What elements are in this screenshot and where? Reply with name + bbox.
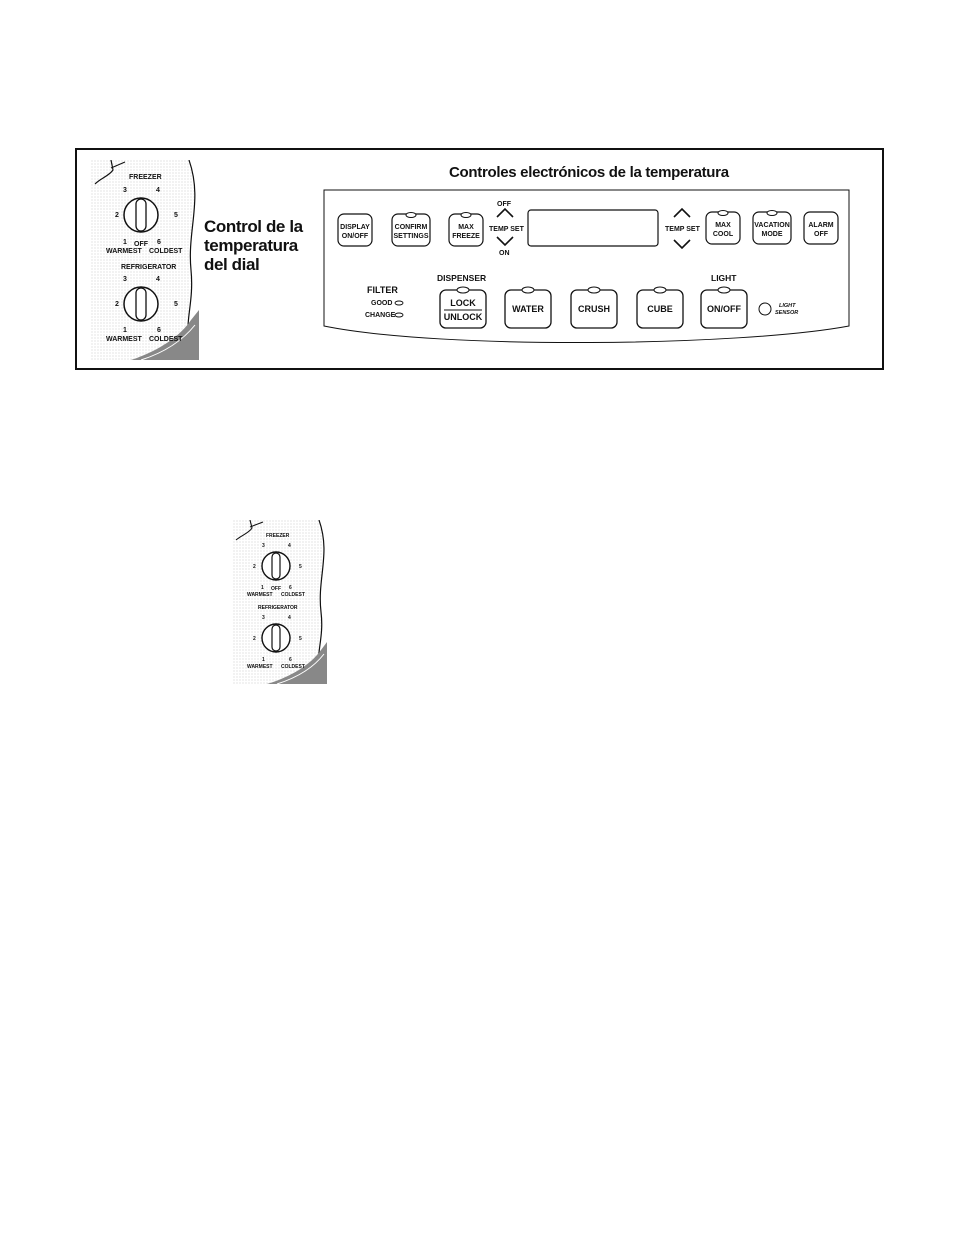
freezer-warmest-label: WARMEST	[106, 248, 142, 255]
small-refrigerator-warmest-label: WARMEST	[247, 664, 273, 670]
control-figure	[75, 148, 884, 370]
small-refrigerator-coldest-label: COLDEST	[281, 664, 305, 670]
vacation-line-1: VACATION	[754, 222, 790, 229]
water-indicator-light	[522, 287, 534, 293]
small-freezer-label: FREEZER	[266, 533, 290, 539]
light-sensor-label-line-2: SENSOR	[775, 310, 799, 316]
small-freezer-off-label: OFF	[271, 586, 281, 592]
small-freezer-number-4: 4	[288, 543, 291, 549]
refrigerator-number-3: 3	[123, 276, 127, 283]
refrigerator-warmest-label: WARMEST	[106, 336, 142, 343]
small-refrigerator-number-4: 4	[288, 615, 291, 621]
max-cool-button[interactable]	[706, 211, 740, 245]
refrigerator-number-5: 5	[174, 301, 178, 308]
dial-panel-illustration	[91, 160, 199, 360]
small-freezer-number-5: 5	[299, 564, 302, 570]
refrigerator-number-2: 2	[115, 301, 119, 308]
small-freezer-number-6: 6	[289, 585, 292, 591]
light-label: LIGHT	[711, 273, 737, 283]
small-freezer-dial-grip	[272, 553, 280, 579]
dial-control-title	[204, 217, 303, 274]
filter-change-label: CHANGE	[365, 312, 396, 319]
temp-set-right-label: TEMP SET	[665, 226, 700, 233]
display-onoff-button[interactable]	[338, 214, 372, 246]
alarm-line-2: OFF	[814, 231, 828, 238]
small-freezer-number-2: 2	[253, 564, 256, 570]
freezer-number-6: 6	[157, 239, 161, 246]
off-label: OFF	[497, 201, 511, 208]
dial-title-line-1: Control de la	[204, 217, 303, 236]
light-sensor-icon	[759, 303, 771, 315]
freezer-number-4: 4	[156, 187, 160, 194]
filter-label: FILTER	[367, 285, 398, 295]
display-button-line-1: DISPLAY	[340, 224, 370, 231]
dial-panel-small-svg	[233, 520, 327, 684]
temperature-display-window	[528, 210, 658, 246]
refrigerator-label: REFRIGERATOR	[121, 264, 177, 271]
dial-title-line-2: temperatura	[204, 236, 298, 255]
small-freezer-warmest-label: WARMEST	[247, 592, 273, 598]
max-cool-line-1: MAX	[715, 222, 731, 229]
electronic-control-panel	[322, 188, 852, 363]
vacation-indicator-light	[767, 211, 777, 216]
vacation-line-2: MODE	[761, 231, 783, 238]
small-refrigerator-number-6: 6	[289, 657, 292, 663]
lock-unlock-button[interactable]	[440, 287, 486, 328]
refrigerator-number-1: 1	[123, 327, 127, 334]
water-button[interactable]	[505, 287, 551, 328]
refrigerator-coldest-label: COLDEST	[149, 336, 183, 343]
filter-good-label: GOOD	[371, 300, 393, 307]
freezer-off-label: OFF	[134, 241, 148, 248]
small-freezer-number-1: 1	[261, 585, 264, 591]
max-cool-indicator-light	[718, 211, 728, 216]
freezer-label: FREEZER	[129, 174, 162, 181]
crush-button[interactable]	[571, 287, 617, 328]
max-freeze-button[interactable]	[449, 213, 483, 247]
confirm-settings-button[interactable]	[392, 213, 430, 247]
crush-indicator-light	[588, 287, 600, 293]
alarm-off-button[interactable]	[804, 212, 838, 244]
cube-indicator-light	[654, 287, 666, 293]
crush-text: CRUSH	[577, 304, 611, 314]
dial-panel-svg	[91, 160, 199, 360]
water-text: WATER	[512, 304, 544, 314]
dial-title-line-3: del dial	[204, 255, 260, 274]
lock-text: LOCK	[450, 298, 476, 308]
dial-panel-illustration-small	[233, 520, 327, 684]
unlock-text: UNLOCK	[443, 312, 483, 322]
freezer-number-3: 3	[123, 187, 127, 194]
max-freeze-line-1: MAX	[458, 224, 474, 231]
light-onoff-button[interactable]	[701, 287, 747, 328]
max-freeze-indicator-light	[461, 213, 471, 218]
freezer-number-1: 1	[123, 239, 127, 246]
confirm-button-line-2: SETTINGS	[393, 233, 429, 240]
light-sensor-label-line-1: LIGHT	[779, 303, 796, 309]
freezer-dial-grip	[136, 199, 146, 231]
confirm-button-line-1: CONFIRM	[394, 224, 428, 231]
control-panel-svg	[322, 188, 852, 358]
freezer-coldest-label: COLDEST	[149, 248, 183, 255]
refrigerator-dial-grip	[136, 288, 146, 320]
light-indicator-light	[718, 287, 730, 293]
max-cool-line-2: COOL	[712, 231, 734, 238]
small-refrigerator-dial-grip	[272, 625, 280, 651]
small-refrigerator-number-2: 2	[253, 636, 256, 642]
display-button-line-2: ON/OFF	[341, 233, 369, 240]
small-freezer-number-3: 3	[262, 543, 265, 549]
small-refrigerator-number-1: 1	[262, 657, 265, 663]
small-refrigerator-number-3: 3	[262, 615, 265, 621]
small-refrigerator-label: REFRIGERATOR	[258, 605, 298, 611]
vacation-mode-button[interactable]	[753, 211, 791, 245]
confirm-indicator-light	[406, 213, 416, 218]
lock-indicator-light	[457, 287, 469, 293]
refrigerator-number-4: 4	[156, 276, 160, 283]
freezer-number-2: 2	[115, 212, 119, 219]
electronic-controls-title: Controles electrónicos de la temperatura	[449, 164, 729, 181]
small-refrigerator-number-5: 5	[299, 636, 302, 642]
small-freezer-coldest-label: COLDEST	[281, 592, 305, 598]
on-label: ON	[499, 250, 510, 257]
freezer-number-5: 5	[174, 212, 178, 219]
filter-good-indicator-light	[395, 301, 403, 305]
max-freeze-line-2: FREEZE	[452, 233, 480, 240]
cube-button[interactable]	[637, 287, 683, 328]
temp-set-left-label: TEMP SET	[489, 226, 524, 233]
filter-change-indicator-light	[395, 313, 403, 317]
alarm-line-1: ALARM	[808, 222, 834, 229]
dispenser-label: DISPENSER	[437, 273, 487, 283]
refrigerator-number-6: 6	[157, 327, 161, 334]
light-onoff-text: ON/OFF	[707, 304, 741, 314]
cube-text: CUBE	[647, 304, 673, 314]
